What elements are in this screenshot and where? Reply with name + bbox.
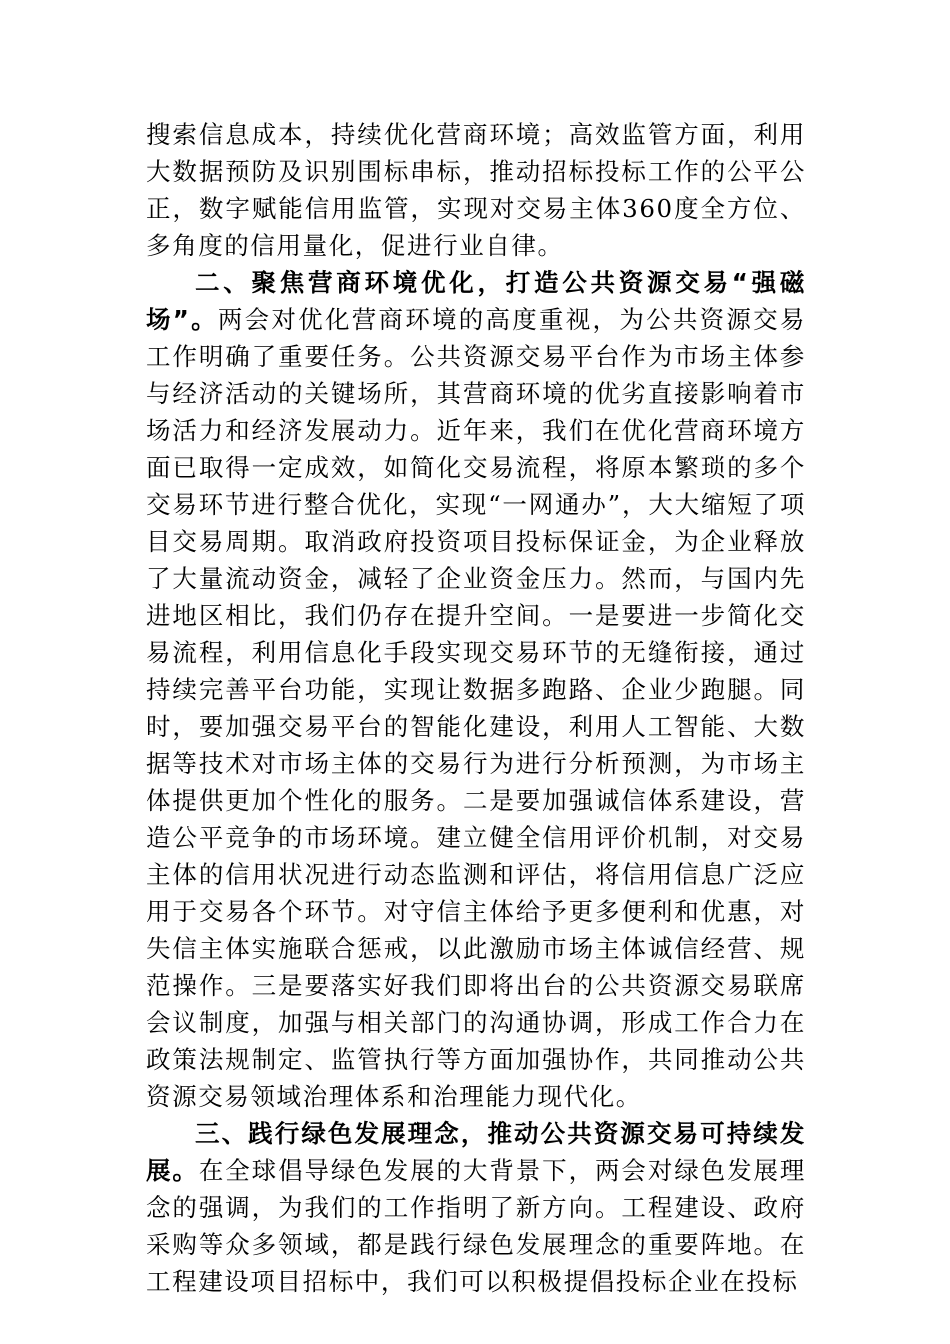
section-heading-3: 三、践行绿色发展理念，推动公共资源交易可持续发展。 xyxy=(146,1119,806,1185)
paragraph-2-body: 两会对优化营商环境的高度重视，为公共资源交易工作明确了重要任务。公共资源交易平台作为市场主体参与经济活动的关键场所，其营商环境的优劣直接影响着市场活力和经济发展动力。近年来，我们在优化营商环境方面已取得一定成效，如简化交易流程，将原本繁琐的多个交易环节进行整合优化，实现“一网通办”，大大缩短了项目交易周期。取消政府投资项目投标保证金，为企业释放了大量流动资金，减轻了企业资金压力。然而，与国内先进地区相比，我们仍存在提升空间。一是要进一步简化交易流程，利用信息化手段实现交易环节的无缝衔接，通过持续完善平台功能，实现让数据多跑路、企业少跑腿。同时，要加强交易平台的智能化建设，利用人工智能、大数据等技术对市场主体的交易行为进行分析预测，为市场主体提供更加个性化的服务。二是要加强诚信体系建设，营造公平竞争的市场环境。建立健全信用评价机制，对交易主体的信用状况进行动态监测和评估，将信用信息广泛应用于交易各个环节。对守信主体给予更多便利和优惠，对失信主体实施联合惩戒，以此激励市场主体诚信经营、规范操作。三是要落实好我们即将出台的公共资源交易联席会议制度，加强与相关部门的沟通协调，形成工作合力在政策法规制定、监管执行等方面加强协作，共同推动公共资源交易领域治理体系和治理能力现代化。 xyxy=(146,305,806,1111)
document-page xyxy=(146,116,806,1300)
section-heading-2: 二、聚焦营商环境优化，打造公共资源交易“强磁场”。 xyxy=(146,268,806,334)
paragraph-1-body: 搜索信息成本，持续优化营商环境；高效监管方面，利用大数据预防及识别围标串标，推动招标投标工作的公平公正，数字赋能信用监管，实现对交易主体360度全方位、多角度的信用量化，促进行业自律。 xyxy=(146,120,806,260)
paragraph-1 xyxy=(146,116,806,264)
paragraph-3-body: 在全球倡导绿色发展的大背景下，两会对绿色发展理念的强调，为我们的工作指明了新方向。工程建设、政府采购等众多领域，都是践行绿色发展理念的重要阵地。在工程建设项目招标中，我们可以积极提倡投标企业在投标 xyxy=(146,1156,806,1296)
paragraph-3 xyxy=(146,1115,806,1300)
paragraph-2 xyxy=(146,264,806,1115)
